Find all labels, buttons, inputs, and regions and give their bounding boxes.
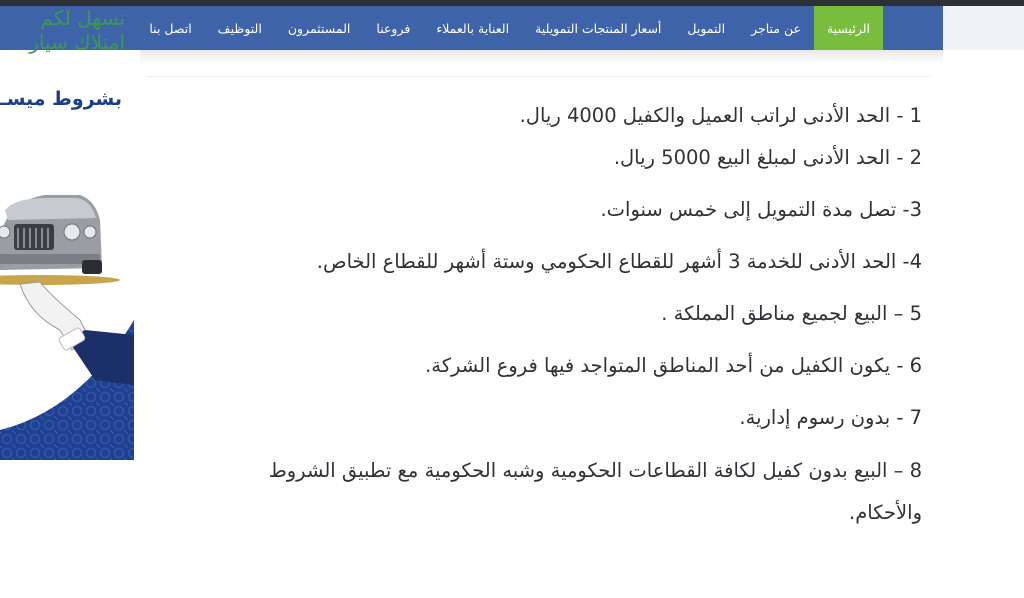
- nav-item-branches[interactable]: فروعنا: [376, 20, 411, 36]
- nav-item-careers[interactable]: التوظيف: [217, 20, 262, 36]
- nav-item-about[interactable]: عن متاجر: [751, 20, 801, 36]
- nav-item-financing-prices[interactable]: أسعار المنتجات التمويلية: [535, 20, 662, 36]
- nav-edge-panel: [943, 6, 1024, 50]
- condition-item: 2 - الحد الأدنى لمبلغ البيع 5000 ريال.: [613, 146, 922, 169]
- car-icon: [0, 195, 102, 274]
- nav-item-contact[interactable]: اتصل بنا: [149, 20, 192, 36]
- nav-item-home[interactable]: الرئيسية: [814, 6, 883, 50]
- condition-item: 3- تصل مدة التمويل إلى خمس سنوات.: [600, 198, 922, 221]
- nav-item-financing[interactable]: التمويل: [687, 20, 726, 36]
- main-navigation: [0, 6, 943, 50]
- financing-conditions-list: [200, 96, 922, 534]
- condition-item: 8 – البيع بدون كفيل لكافة القطاعات الحكومية وشبه الحكومية مع تطبيق الشروط والأحكام.: [268, 459, 922, 524]
- condition-item: 5 – البيع لجميع مناطق المملكة .: [661, 302, 922, 325]
- nav-shadow: [140, 50, 943, 64]
- condition-item: 6 - يكون الكفيل من أحد المناطق المتواجد فيها فروع الشركة.: [425, 354, 922, 377]
- content-divider: [147, 76, 931, 77]
- condition-item: 7 - بدون رسوم إدارية.: [739, 406, 922, 429]
- condition-item: 4- الحد الأدنى للخدمة 3 أشهر للقطاع الحكومي وستة أشهر للقطاع الخاص.: [316, 250, 922, 273]
- banner-line-2: امتلاك سيار: [29, 30, 125, 54]
- banner-line-1: نسهل لكم: [40, 6, 125, 30]
- nav-item-customer-care[interactable]: العناية بالعملاء: [436, 20, 510, 36]
- banner-subheadline: بشروط ميسـ: [0, 88, 122, 110]
- nav-item-investors[interactable]: المستثمرون: [287, 20, 351, 36]
- banner-headline: [0, 6, 125, 61]
- condition-item: 1 - الحد الأدنى لراتب العميل والكفيل 4000 ريال.: [519, 104, 922, 127]
- car-on-tray-illustration: [0, 180, 134, 460]
